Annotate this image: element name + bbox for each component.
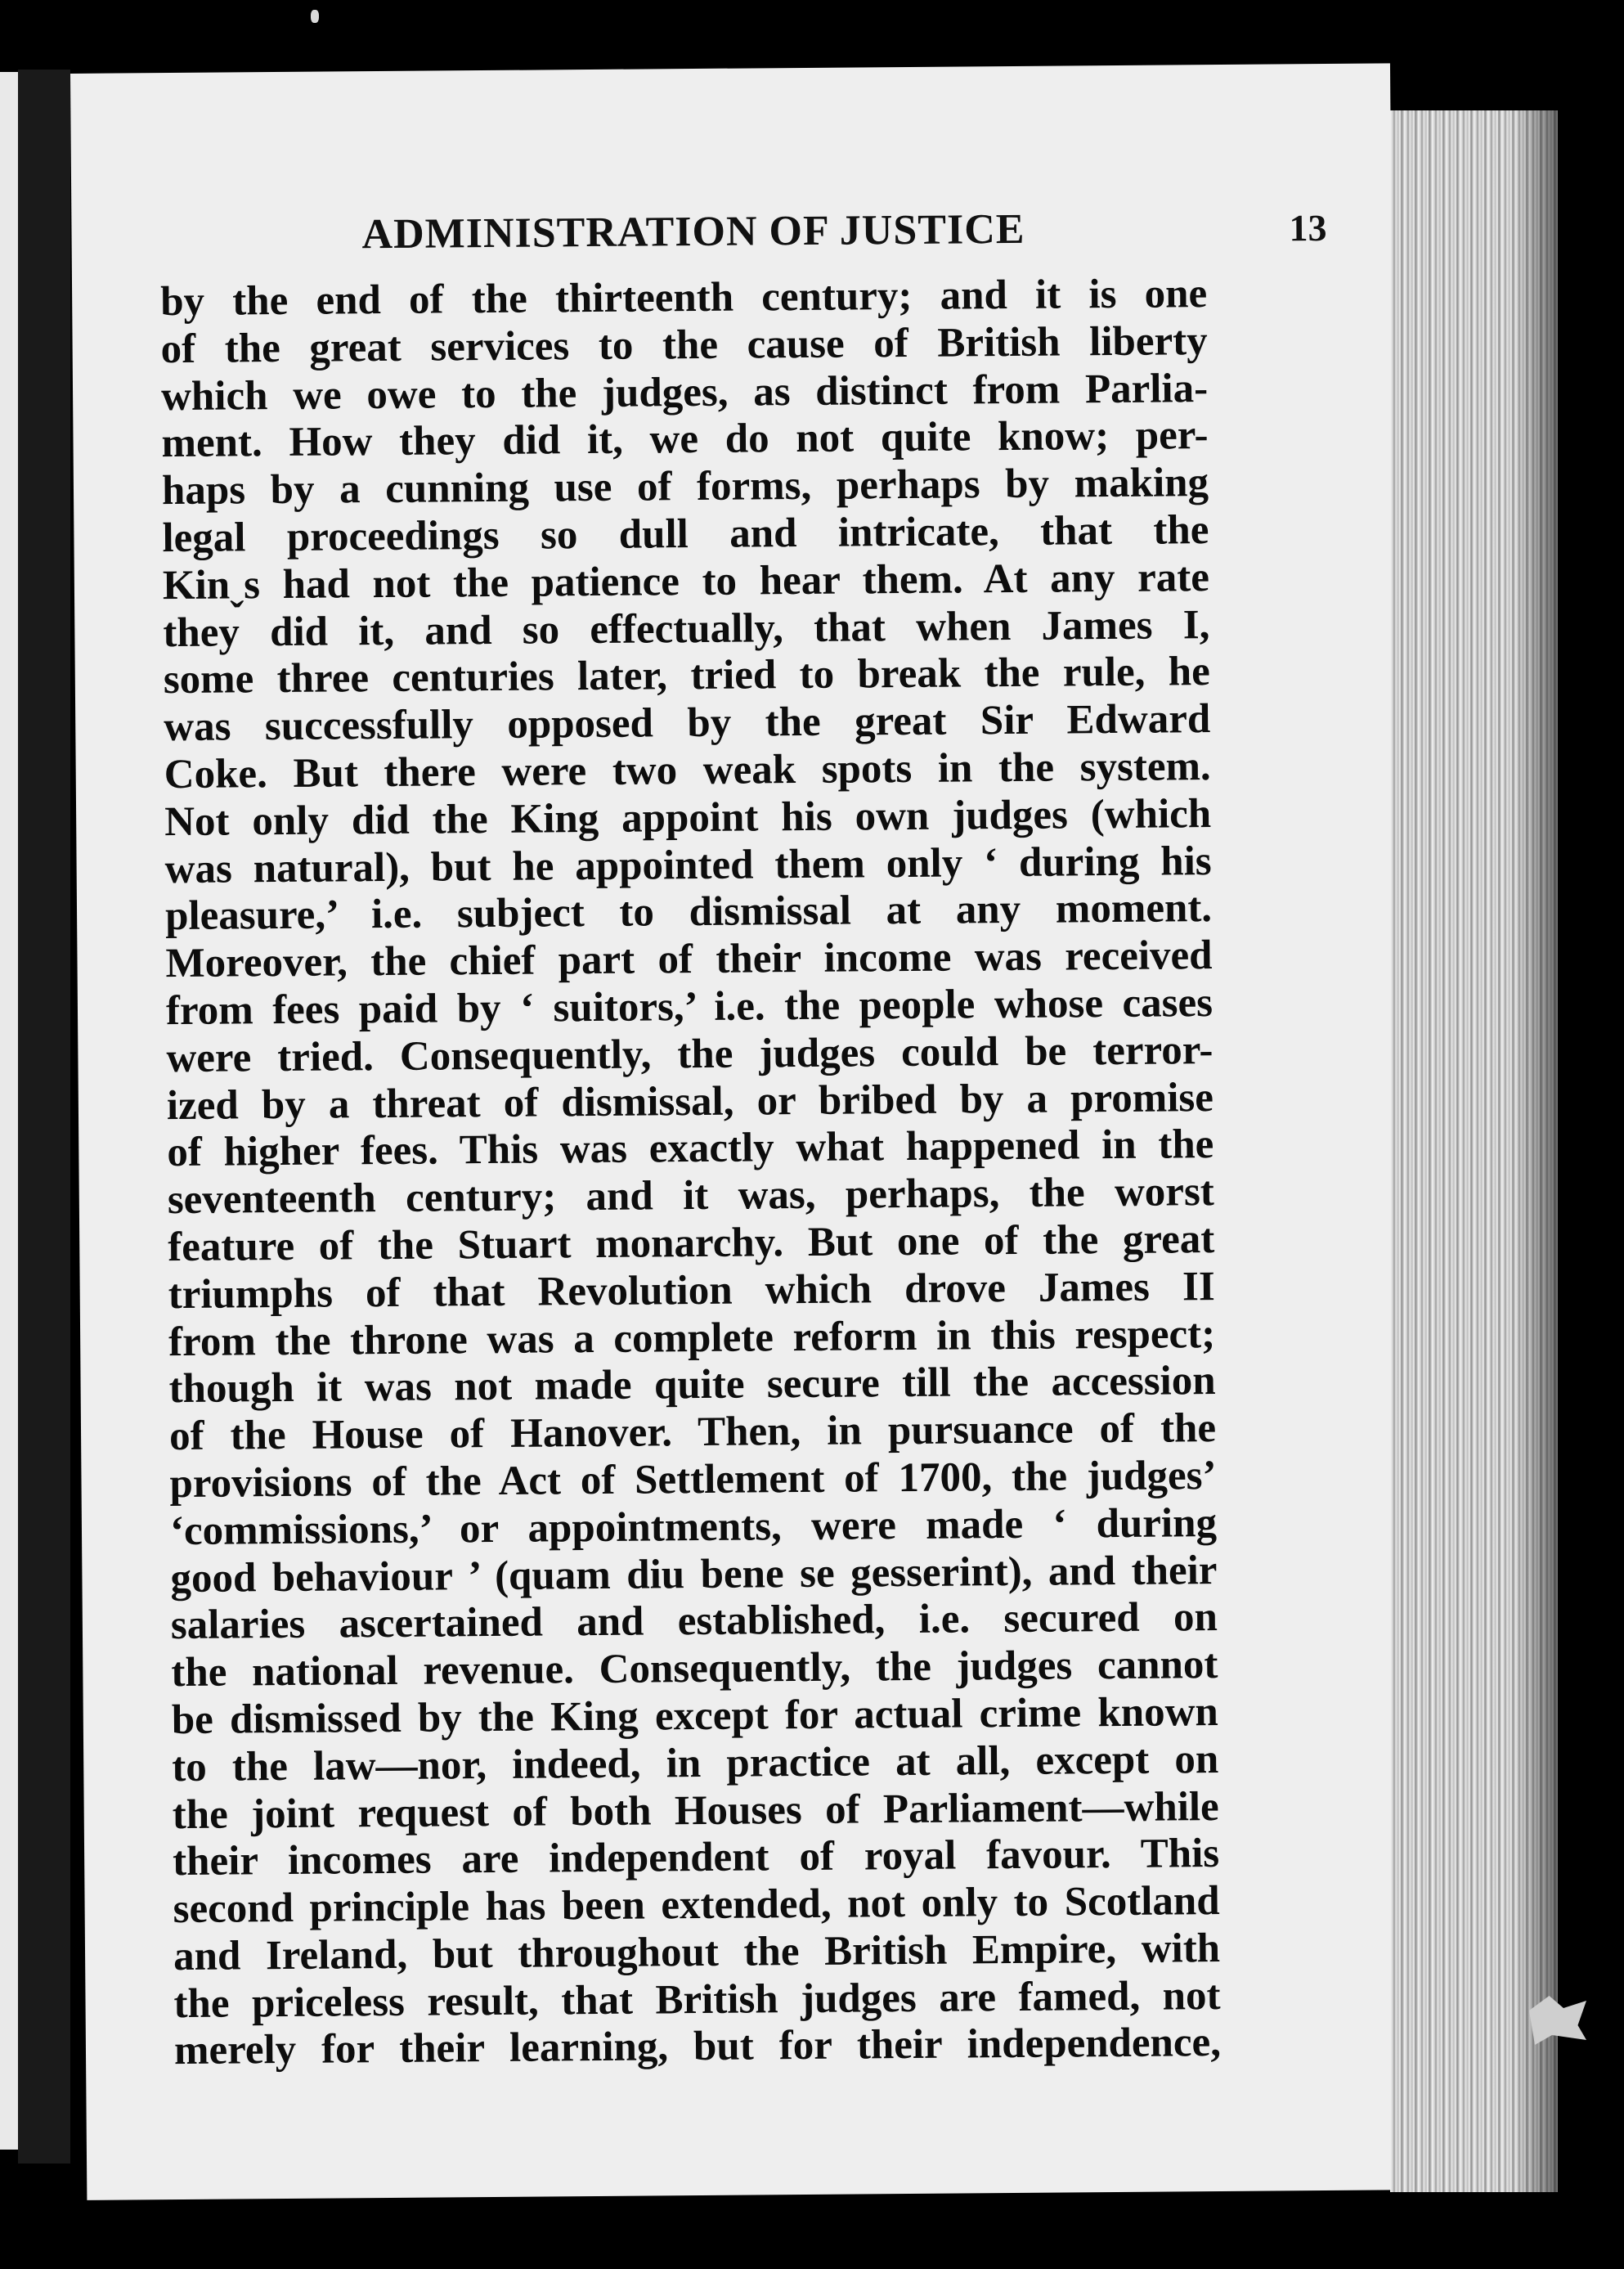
body-text — [160, 271, 1221, 2075]
text-line: pleasure,’ i.e. subject to dismissal at any moment. — [164, 885, 1213, 940]
text-line: legal proceedings so dull and intricate, that the — [162, 507, 1209, 562]
text-line: be dismissed by the King except for actual crime known — [171, 1688, 1218, 1743]
text-line: ized by a threat of dismissal, or bribed by a promise — [166, 1074, 1214, 1129]
text-line: ment. How they did it, we do not quite know; per- — [161, 412, 1209, 467]
text-line: provisions of the Act of Settlement of 1700, the judges’ — [169, 1452, 1217, 1507]
text-line: was natural), but he appointed them only ‘ during his — [164, 838, 1212, 892]
running-head — [280, 203, 1326, 259]
text-line: of the House of Hanover. Then, in pursuance of the — [168, 1405, 1217, 1460]
text-line: Not only did the King appoint his own judges (which — [164, 790, 1212, 845]
text-line: from fees paid by ‘ suitors,’ i.e. the people whose cases — [165, 980, 1214, 1035]
scan-speck — [311, 10, 319, 23]
page-number: 13 — [1289, 206, 1327, 249]
book-gutter — [18, 70, 70, 2163]
text-line: good behaviour ’ (quam diu bene se gesserint), and their — [170, 1547, 1218, 1602]
text-line: second principle has been extended, not only to Scotland — [173, 1878, 1220, 1933]
text-line: the joint request of both Houses of Parliament—while — [172, 1783, 1219, 1838]
text-line: they did it, and so effectually, that when James I, — [163, 601, 1210, 656]
text-line: Moreover, the chief part of their income was received — [165, 932, 1213, 987]
text-line: the priceless result, that British judges are famed, not — [173, 1972, 1221, 2027]
text-line: salaries ascertained and established, i.e. secured on — [170, 1594, 1218, 1649]
chapter-title: ADMINISTRATION OF JUSTICE — [361, 205, 1025, 258]
text-line: Kinˬs had not the patience to hear them. At any rate — [162, 554, 1210, 609]
book-page — [70, 63, 1406, 2200]
text-line: merely for their learning, but for their independence, — [173, 2020, 1222, 2074]
text-line: which we owe to the judges, as distinct from Parlia- — [160, 365, 1209, 420]
text-line: of higher fees. This was exactly what happened in the — [167, 1121, 1214, 1176]
text-line: by the end of the thirteenth century; and it is one — [159, 271, 1208, 326]
text-line: feature of the Stuart monarchy. But one of the great — [168, 1215, 1215, 1271]
text-line: their incomes are independent of royal favour. This — [172, 1831, 1220, 1885]
text-line: though it was not made quite secure till the accession — [168, 1358, 1216, 1413]
text-line: haps by a cunning use of forms, perhaps by making — [161, 460, 1209, 514]
text-line: from the throne was a complete reform in this respect; — [168, 1310, 1216, 1365]
text-line: was successfully opposed by the great Sir Edward — [164, 696, 1211, 751]
text-line: were tried. Consequently, the judges could be terror- — [166, 1027, 1214, 1081]
text-line: the national revenue. Consequently, the judges cannot — [171, 1642, 1218, 1696]
text-line: triumphs of that Revolution which drove James II — [168, 1263, 1215, 1318]
text-line: some three centuries later, tried to break the rule, he — [163, 649, 1211, 703]
text-line: and Ireland, but throughout the British Empire, with — [173, 1925, 1221, 1979]
text-line: Coke. But there were two weak spots in the system. — [164, 744, 1211, 798]
facing-page-edge — [0, 72, 18, 2150]
text-line: of the great services to the cause of British liberty — [160, 317, 1208, 372]
text-line: to the law—nor, indeed, in practice at all, except on — [172, 1736, 1219, 1790]
text-line: seventeenth century; and it was, perhaps, the worst — [167, 1169, 1215, 1224]
text-line: ‘commissions,’ or appointments, were made ‘ during — [169, 1499, 1218, 1554]
page-stack-shadow — [1513, 110, 1562, 2192]
